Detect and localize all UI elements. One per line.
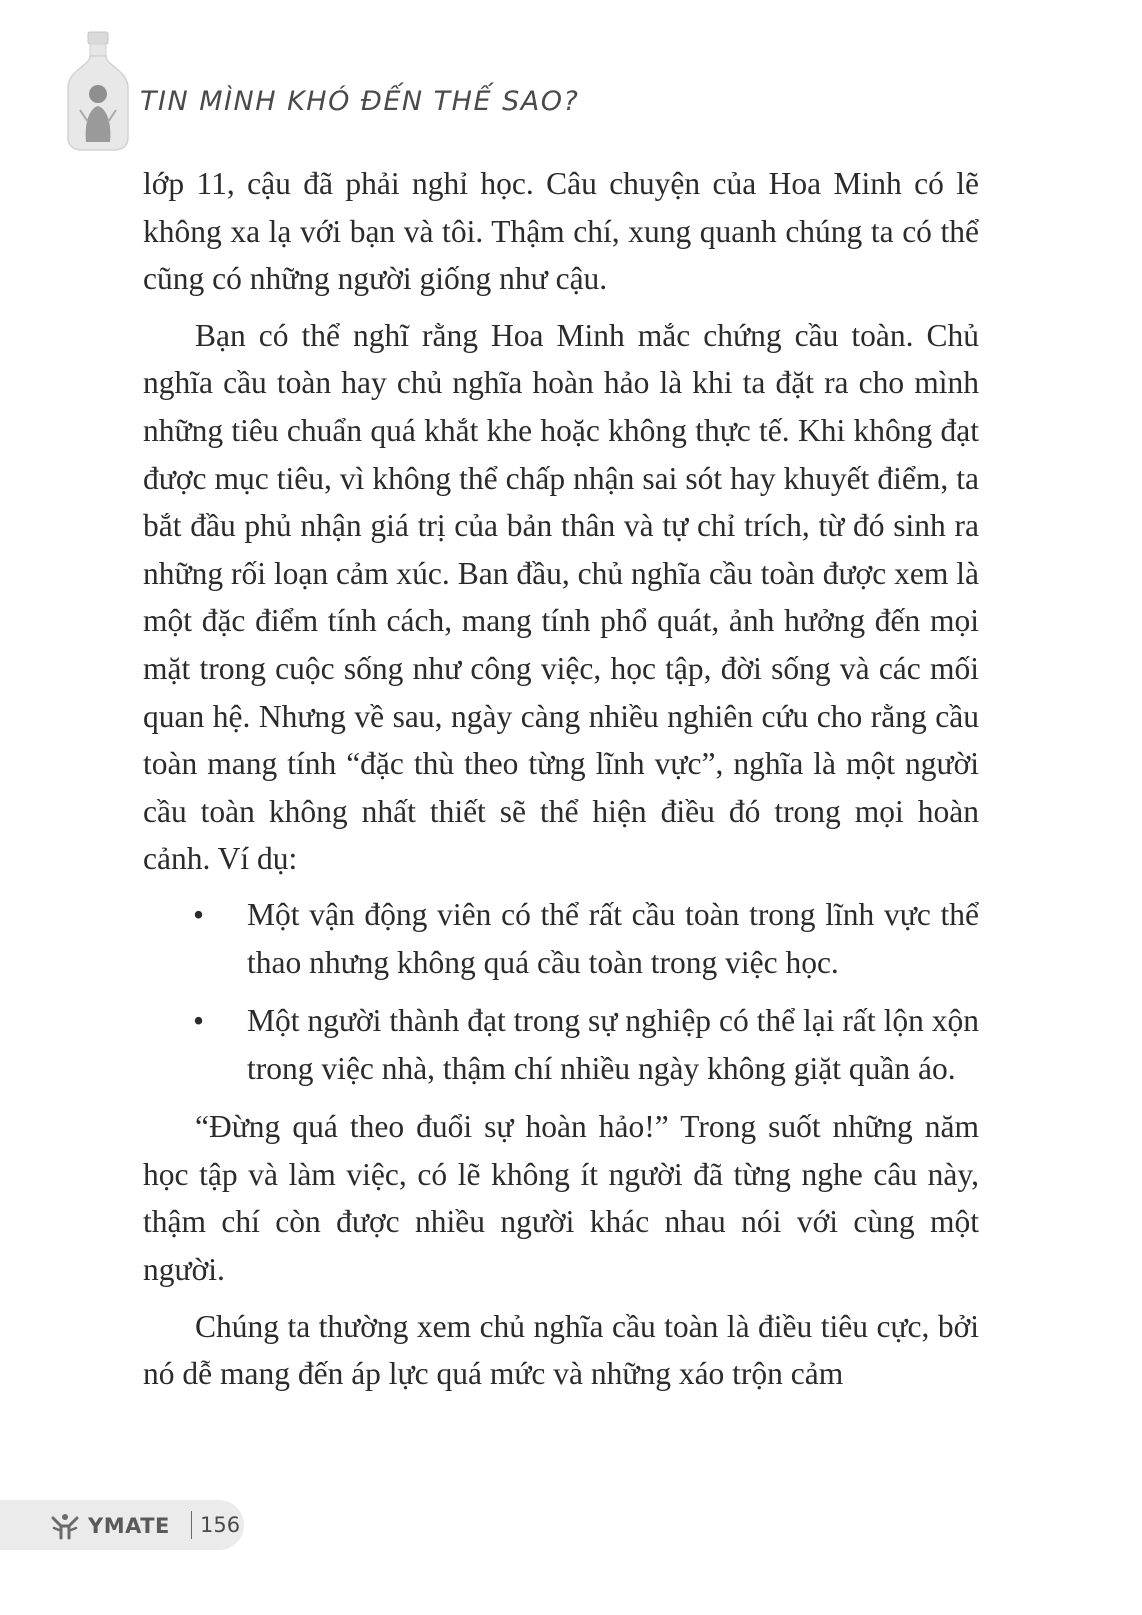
- footer-divider: [191, 1511, 192, 1539]
- page-footer: [0, 1500, 244, 1550]
- paragraph: lớp 11, cậu đã phải nghỉ học. Câu chuyện của Hoa Minh có lẽ không xa lạ với bạn và tôi. Thậm chí, xung quanh chúng ta có thể cũng có những người giống như cậu.: [143, 166, 979, 297]
- paragraph: Bạn có thể nghĩ rằng Hoa Minh mắc chứng cầu toàn. Chủ nghĩa cầu toàn hay chủ nghĩa hoàn hảo là khi ta đặt ra cho mình những tiêu chuẩn quá khắt khe hoặc không thực tế. Khi không đạt được mục tiêu, vì không thể chấp nhận sai sót hay khuyết điểm, ta bắt đầu phủ nhận giá trị của bản thân và tự chỉ trích, từ đó sinh ra những rối loạn cảm xúc. Ban đầu, chủ nghĩa cầu toàn được xem là một đặc điểm tính cách, mang tính phổ quát, ảnh hưởng đến mọi mặt trong cuộc sống như công việc, học tập, đời sống và các mối quan hệ. Nhưng về sau, ngày càng nhiều nghiên cứu cho rằng cầu toàn mang tính “đặc thù theo từng lĩnh vực”, nghĩa là một người cầu toàn không nhất thiết sẽ thể hiện điều đó trong mọi hoàn cảnh. Ví dụ:: [143, 317, 979, 877]
- ymate-logo-icon: [50, 1512, 80, 1540]
- chapter-title: TIN MÌNH KHÓ ĐẾN THẾ SAO?: [140, 86, 580, 117]
- list-item-text: Một vận động viên có thể rất cầu toàn trong lĩnh vực thể thao nhưng không quá cầu toàn trong việc học.: [247, 896, 979, 980]
- brand-name: YMATE: [88, 1514, 170, 1538]
- list-item: [143, 891, 979, 986]
- main-body-text: [143, 160, 979, 1398]
- bullet-dot: •: [193, 896, 205, 932]
- page-number: 156: [200, 1513, 241, 1537]
- paragraph: “Đừng quá theo đuổi sự hoàn hảo!” Trong suốt những năm học tập và làm việc, có lẽ không ít người đã từng nghe câu này, thậm chí còn được nhiều người khác nhau nói với cùng một người.: [143, 1109, 979, 1288]
- bullet-dot: •: [193, 1003, 205, 1039]
- bottle-illustration-icon: [60, 30, 136, 152]
- list-item-text: Một người thành đạt trong sự nghiệp có thể lại rất lộn xộn trong việc nhà, thậm chí nhiều ngày không giặt quần áo.: [247, 1003, 979, 1086]
- paragraph: Chúng ta thường xem chủ nghĩa cầu toàn là điều tiêu cực, bởi nó dễ mang đến áp lực quá mức và những xáo trộn cảm: [143, 1308, 979, 1392]
- bullet-list: [143, 891, 979, 1092]
- list-item: [143, 997, 979, 1092]
